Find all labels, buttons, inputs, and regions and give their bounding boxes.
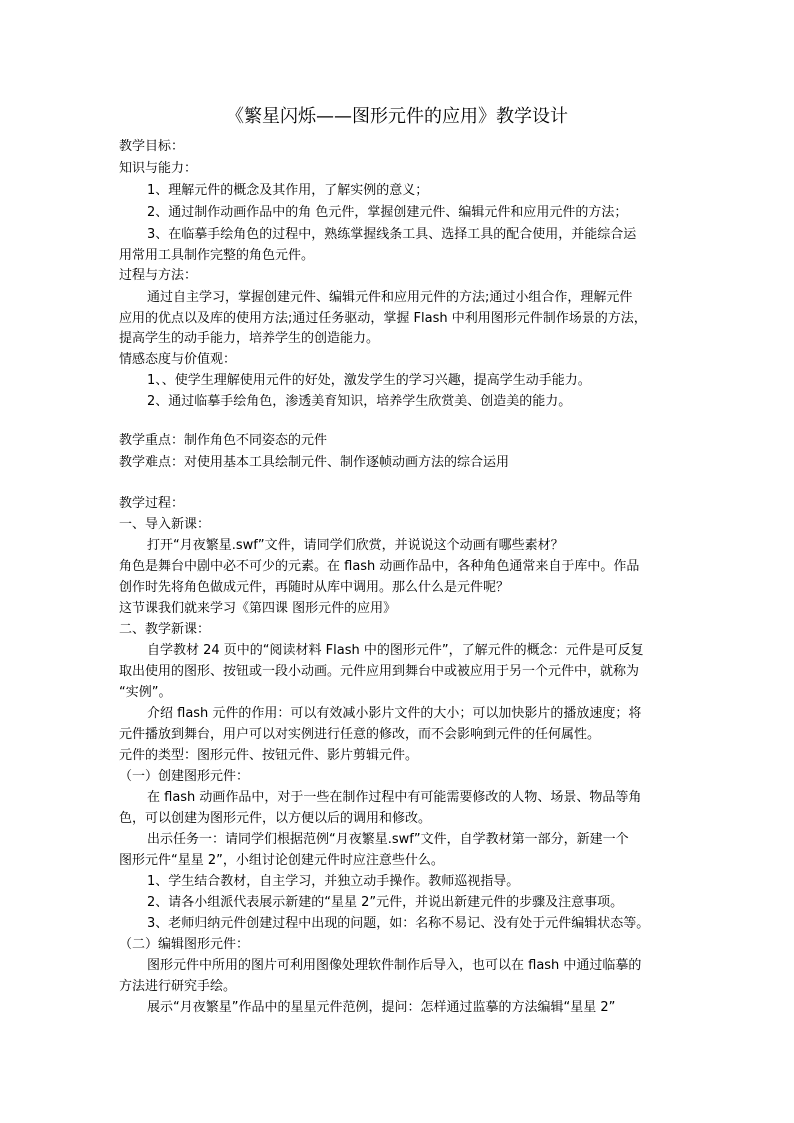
- text-line: 通过自主学习，掌握创建元件、编辑元件和应用元件的方法;通过小组合作，理解元件: [147, 290, 633, 305]
- text-line: 1、学生结合教材，自主学习，并独立动手操作。教师巡视指导。: [147, 874, 520, 889]
- text-line: 在 flash 动画作品中，对于一些在制作过程中有可能需要修改的人物、场景、物品等角: [147, 790, 642, 805]
- text-line: （一）创建图形元件：: [119, 769, 250, 784]
- text-line: 这节课我们就来学习《第四课 图形元件的应用》: [119, 601, 397, 616]
- text-line: 教学难点：对使用基本工具绘制元件、制作逐帧动画方法的综合运用: [119, 455, 510, 470]
- document-title: 《繁星闪烁——图形元件的应用》教学设计: [226, 106, 568, 127]
- text-line: 提高学生的动手能力，培养学生的创造能力。: [119, 331, 380, 346]
- text-line: 展示“月夜繁星”作品中的星星元件范例，提问：怎样通过监摹的方法编辑“星星 2”: [147, 1000, 616, 1015]
- text-line: 色，可以创建为图形元件，以方便以后的调用和修改。: [119, 811, 432, 826]
- text-line: 情感态度与价值观：: [119, 352, 237, 367]
- text-line: 一、导入新课：: [119, 517, 211, 532]
- text-line: 图形元件“星星 2”，小组讨论创建元件时应注意些什么。: [119, 853, 444, 868]
- text-line: 1、、使学生理解使用元件的好处，激发学生的学习兴趣，提高学生动手能力。: [147, 373, 591, 388]
- text-line: 1、理解元件的概念及其作用，了解实例的意义；: [147, 183, 429, 198]
- text-line: 打开“月夜繁星.swf”文件，请同学们欣赏，并说说这个动画有哪些素材？: [147, 538, 564, 553]
- text-line: 3、老师归纳元件创建过程中出现的问题，如：名称不易记、没有处于元件编辑状态等。: [147, 916, 650, 931]
- text-line: 创作时先将角色做成元件，再随时从库中调用。那么什么是元件呢？: [119, 580, 510, 595]
- text-line: 过程与方法：: [119, 268, 198, 283]
- text-line: 介绍 flash 元件的作用：可以有效减小影片文件的大小；可以加快影片的播放速度；将: [147, 706, 642, 721]
- text-line: （二）编辑图形元件：: [119, 937, 250, 952]
- text-line: 2、通过临摹手绘角色，渗透美育知识，培养学生欣赏美、创造美的能力。: [147, 394, 572, 409]
- text-line: 元件的类型：图形元件、按钮元件、影片剪辑元件。: [119, 748, 419, 763]
- text-line: 2、请各小组派代表展示新建的“星星 2”元件，并说出新建元件的步骤及注意事项。: [147, 895, 624, 910]
- text-line: 图形元件中所用的图片可利用图像处理软件制作后导入，也可以在 flash 中通过临摹的: [147, 958, 642, 973]
- text-line: 元件播放到舞台，用户可以对实例进行任意的修改，而不会影响到元件的任何属性。: [119, 727, 601, 742]
- text-line: 方法进行研究手绘。: [119, 979, 237, 994]
- text-line: 二、教学新课：: [119, 622, 211, 637]
- text-line: 教学目标：: [119, 139, 185, 154]
- text-line: 角色是舞台中剧中必不可少的元素。在 flash 动画作品中，各种角色通常来自于库中。作品: [119, 559, 640, 574]
- text-line: 2、通过制作动画作品中的角 色元件，掌握创建元件、编辑元件和应用元件的方法；: [147, 205, 628, 220]
- text-line: 教学过程：: [119, 496, 185, 511]
- text-line: 3、在临摹手绘角色的过程中，熟练掌握线条工具、选择工具的配合使用，并能综合运: [147, 227, 637, 242]
- text-line: 出示任务一：请同学们根据范例“月夜繁星.swf”文件，自学教材第一部分，新建一个: [147, 832, 629, 847]
- text-line: 应用的优点以及库的使用方法;通过任务驱动，掌握 Flash 中利用图形元件制作场景的方法，: [119, 311, 647, 326]
- text-line: 用常用工具制作完整的角色元件。: [119, 248, 315, 263]
- text-line: 教学重点：制作角色不同姿态的元件: [119, 433, 328, 448]
- text-line: 取出使用的图形、按钮或一段小动画。元件应用到舞台中或被应用于另一个元件中，就称为: [119, 664, 640, 679]
- text-line: 知识与能力：: [119, 161, 198, 176]
- text-line: “实例”。: [119, 685, 172, 700]
- text-line: 自学教材 24 页中的“阅读材料 Flash 中的图形元件”，了解元件的概念：元件是可反复: [147, 643, 644, 658]
